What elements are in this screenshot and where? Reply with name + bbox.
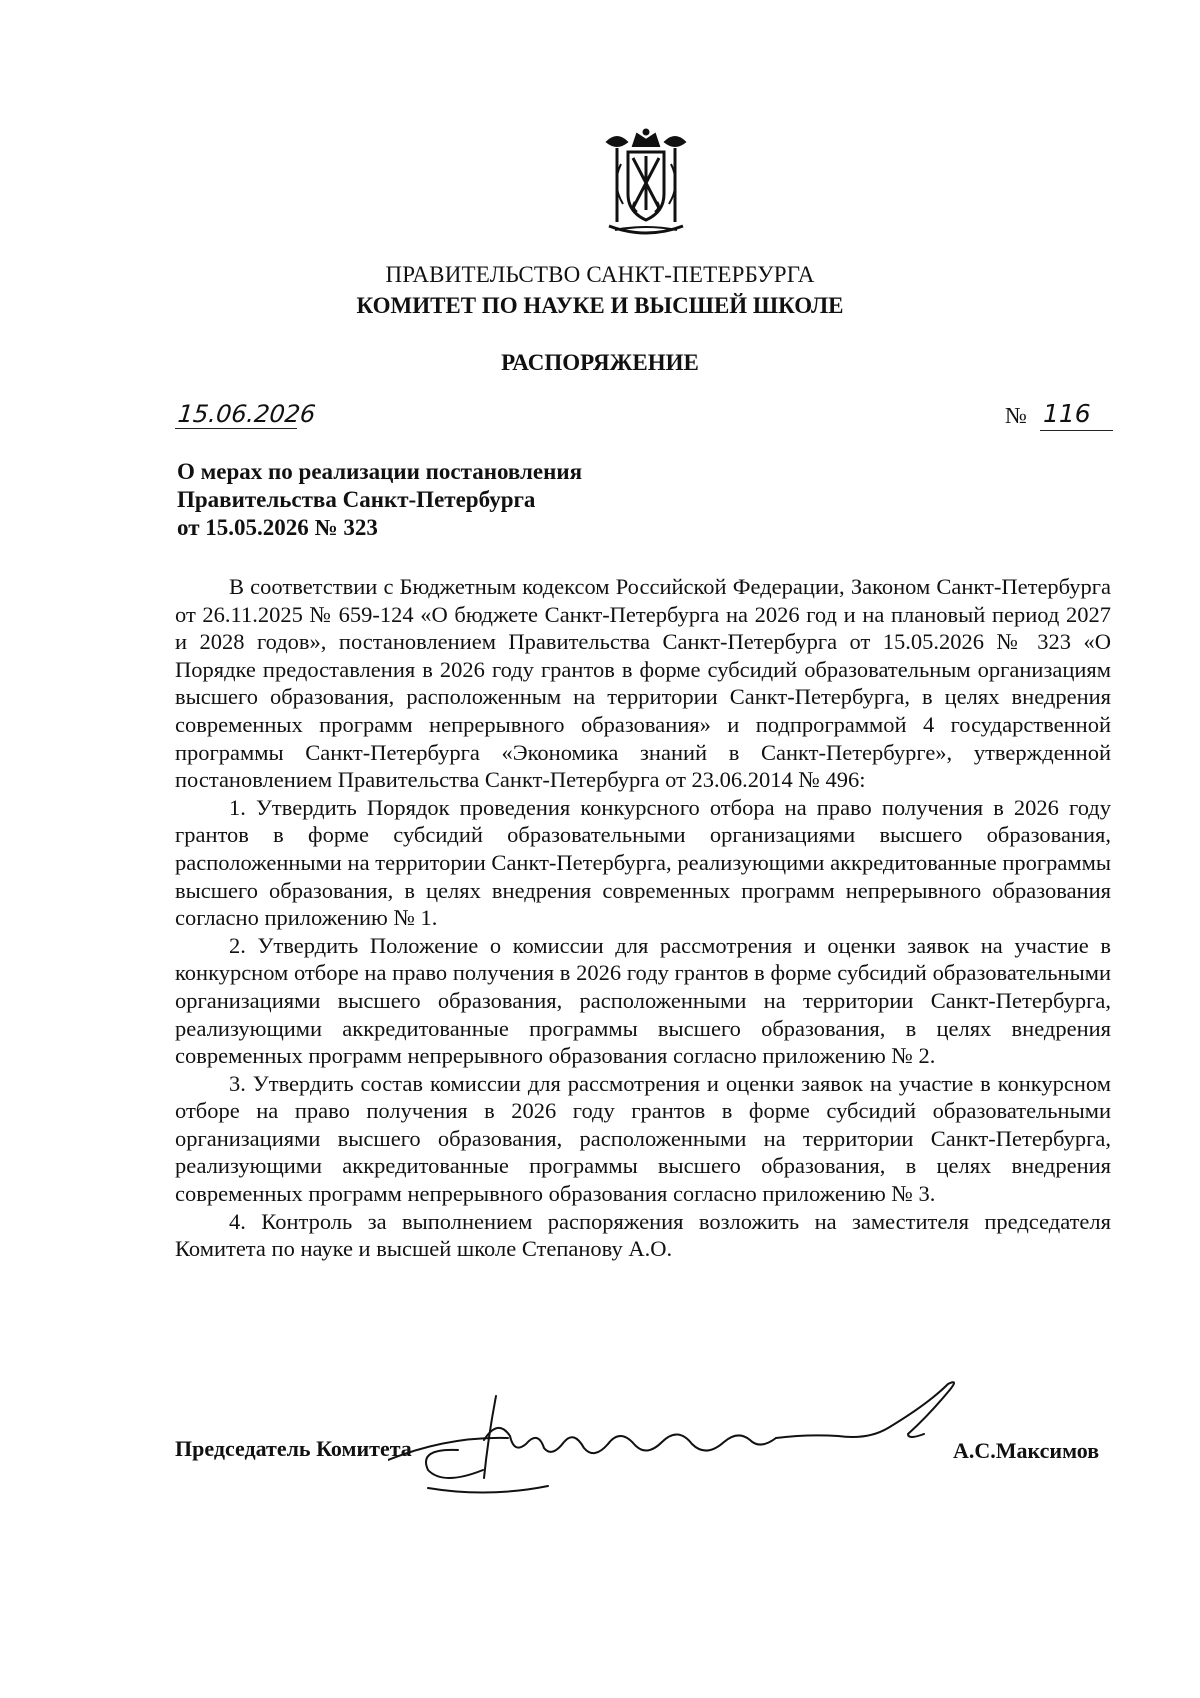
preamble-paragraph: В соответствии с Бюджетным кодексом Российской Федерации, Законом Санкт-Петербурга от 26.11.2025 № 659-124 «О бюджете Санкт-Петербурга на 2026 год и на плановый период 2027 и 2028 годов», постановлением Правительства Санкт-Петербурга от 15.05.2026 № 323 «О Порядке предоставления в 2026 году грантов в форме субсидий образовательным организациям высшего образования, расположенным на территории Санкт-Петербурга, в целях внедрения современных программ непрерывного образования» и подпрограммой 4 государственной программы Санкт-Петербурга «Экономика знаний в Санкт-Петербурге», утвержденной постановлением Правительства Санкт-Петербурга от 23.06.2014 № 496: (175, 574, 1111, 793)
number-label: № (1005, 403, 1027, 428)
number-underline (1040, 430, 1113, 431)
clause-paragraph: 3. Утвердить состав комиссии для рассмотрения и оценки заявок на участие в конкурсном отборе на право получения в 2026 году грантов в форме субсидий образовательными организациями высшего образования, расположенными на территории Санкт-Петербурга, реализующими аккредитованные программы высшего образования, в целях внедрения современных программ непрерывного образования согласно приложению № 3. (175, 1070, 1111, 1207)
coat-of-arms-icon (595, 128, 697, 240)
document-body (175, 573, 1111, 1263)
subject-line: от 15.05.2026 № 323 (177, 515, 378, 540)
clause-paragraph: 4. Контроль за выполнением распоряжения возложить на заместителя председателя Комитета по науке и высшей школе Степанову А.О. (175, 1208, 1111, 1262)
handwritten-signature (388, 1378, 1048, 1498)
document-subject (177, 458, 582, 542)
document-date: 15.06.2026 (176, 400, 317, 428)
date-underline (175, 428, 297, 429)
subject-line: Правительства Санкт-Петербурга (177, 487, 536, 512)
clause-paragraph: 1. Утвердить Порядок проведения конкурсного отбора на право получения в 2026 году грантов в форме субсидий образовательными организациями высшего образования, расположенными на территории Санкт-Петербурга, реализующими аккредитованные программы высшего образования, в целях внедрения современных программ непрерывного образования согласно приложению № 1. (175, 794, 1111, 931)
signatory-name: А.С.Максимов (953, 1438, 1100, 1463)
document-number: 116 (1043, 399, 1091, 428)
subject-line: О мерах по реализации постановления (177, 459, 583, 484)
committee-heading: КОМИТЕТ ПО НАУКЕ И ВЫСШЕЙ ШКОЛЕ (356, 293, 844, 318)
document-type: РАСПОРЯЖЕНИЕ (501, 350, 699, 375)
signatory-title: Председатель Комитета (175, 1436, 412, 1461)
clause-paragraph: 2. Утвердить Положение о комиссии для рассмотрения и оценки заявок на участие в конкурсном отборе на право получения в 2026 году грантов в форме субсидий образовательными организациями высшего образования, расположенными на территории Санкт-Петербурга, реализующими аккредитованные программы высшего образования, в целях внедрения современных программ непрерывного образования согласно приложению № 2. (175, 932, 1111, 1069)
government-heading: ПРАВИТЕЛЬСТВО САНКТ-ПЕТЕРБУРГА (385, 262, 815, 287)
